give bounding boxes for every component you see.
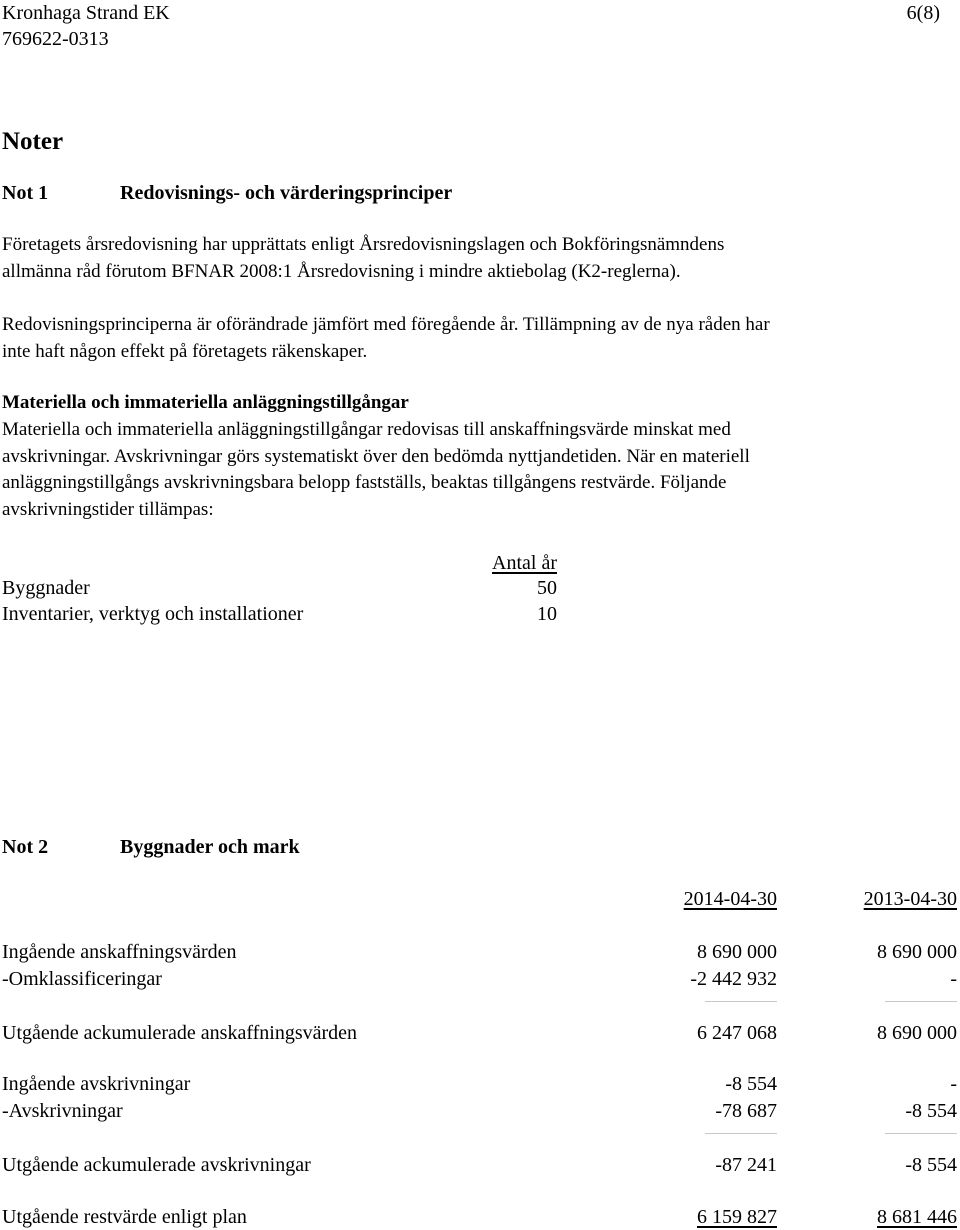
note1-paragraph-2 [2, 312, 952, 365]
table-cell-current: -8 554 [725, 1073, 777, 1095]
table-row-label: Utgående ackumulerade anskaffningsvärden [2, 1022, 358, 1044]
note1-subheading: Materiella och immateriella anläggningstillgångar [2, 392, 409, 413]
column-header-previous: 2013-04-30 [863, 888, 957, 910]
text-line: Redovisningsprinciperna är oförändrade jämfört med föregående år. Tillämpning av de nya råden har [2, 314, 770, 335]
table-cell-current: 6 247 068 [697, 1022, 777, 1044]
section-title: Noter [2, 128, 64, 155]
text-line: Materiella och immateriella anläggningstillgångar redovisas till anskaffningsvärde minskat med [2, 419, 731, 440]
table-cell-current: -87 241 [715, 1154, 777, 1176]
page-number: 6(8) [906, 2, 940, 24]
depreciation-row-label: Inventarier, verktyg och installationer [2, 603, 304, 625]
company-name: Kronhaga Strand EK [2, 2, 170, 24]
table-cell-previous: 8 681 446 [877, 1206, 957, 1228]
text-line: avskrivningstider tillämpas: [2, 498, 214, 520]
text-line: avskrivningar. Avskrivningar görs systematiskt över den bedömda nyttjandetiden. När en materiell [2, 445, 750, 467]
table-cell-current: -2 442 932 [690, 968, 777, 990]
note1-title: Redovisnings- och värderingsprinciper [120, 182, 453, 204]
table-cell-current: -78 687 [715, 1100, 777, 1122]
subtotal-rule [885, 1133, 957, 1134]
column-header-current: 2014-04-30 [683, 888, 777, 910]
table-cell-previous: 8 690 000 [877, 941, 957, 963]
depreciation-row-label: Byggnader [2, 577, 90, 599]
text-line: allmänna råd förutom BFNAR 2008:1 Årsredovisning i mindre aktiebolag (K2-reglerna). [2, 260, 681, 282]
subtotal-rule [705, 1001, 777, 1002]
table-cell-current: 8 690 000 [697, 941, 777, 963]
table-row-label: Ingående avskrivningar [2, 1073, 191, 1095]
table-cell-previous: - [950, 968, 957, 990]
subtotal-rule [885, 1001, 957, 1002]
table-cell-previous: 8 690 000 [877, 1022, 957, 1044]
note1-label: Not 1 [2, 182, 49, 204]
table-cell-previous: - [950, 1073, 957, 1095]
depreciation-row-value: 50 [537, 577, 557, 599]
note1-paragraph-3 [2, 417, 952, 523]
note2-title: Byggnader och mark [120, 836, 300, 858]
table-row-label: Utgående ackumulerade avskrivningar [2, 1154, 311, 1176]
text-line: inte haft någon effekt på företagets räkenskaper. [2, 340, 368, 362]
table-row-label: Utgående restvärde enligt plan [2, 1206, 247, 1228]
note1-paragraph-1 [2, 232, 952, 285]
org-number: 769622-0313 [2, 28, 109, 50]
table-cell-previous: -8 554 [905, 1100, 957, 1122]
text-line: Företagets årsredovisning har upprättats enligt Årsredovisningslagen och Bokföringsnämndens [2, 234, 725, 255]
note2-label: Not 2 [2, 836, 49, 858]
text-line: anläggningstillgångs avskrivningsbara belopp fastställs, beaktas tillgångens restvärde. Följande [2, 472, 727, 493]
subtotal-rule [705, 1133, 777, 1134]
table-row-label: -Omklassificeringar [2, 968, 162, 990]
depreciation-row-value: 10 [537, 603, 557, 625]
table-cell-current: 6 159 827 [697, 1206, 777, 1228]
table-row-label: -Avskrivningar [2, 1100, 123, 1122]
table-row-label: Ingående anskaffningsvärden [2, 941, 237, 963]
table-cell-previous: -8 554 [905, 1154, 957, 1176]
depreciation-header: Antal år [492, 552, 557, 574]
